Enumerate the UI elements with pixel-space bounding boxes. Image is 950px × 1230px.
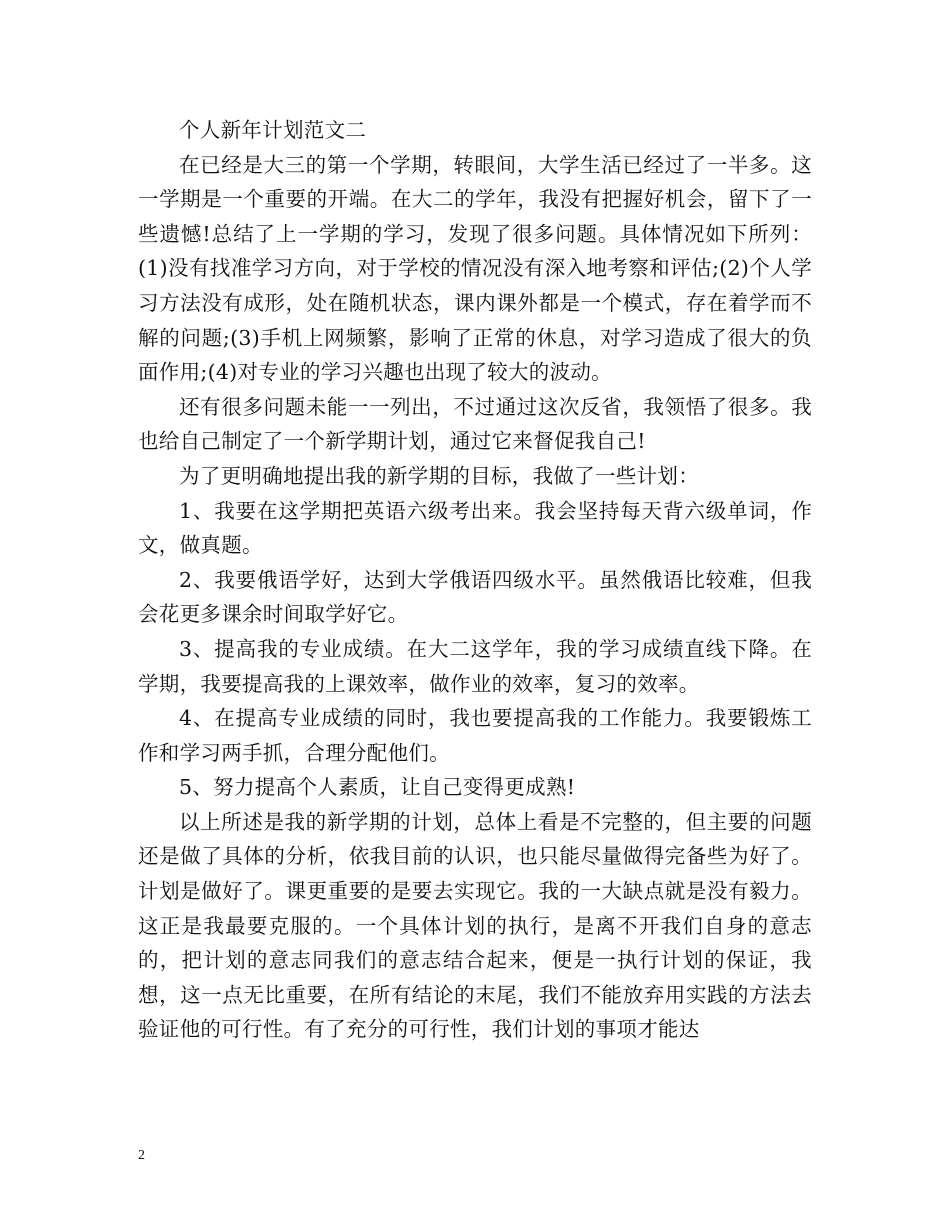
plan-item-4: 4、在提高专业成绩的同时，我也要提高我的工作能力。我要锻炼工作和学习两手抓，合理分配他们。: [138, 706, 812, 765]
paragraph-conclusion: 以上所述是我的新学期的计划，总体上看是不完整的，但主要的问题还是做了具体的分析，依我目前的认识，也只能尽量做得完备些为好了。计划是做好了。课更重要的是要去实现它。我的一大缺点就是没有毅力。这正是我最要克服的。一个具体计划的执行，是离不开我们自身的意志的，把计划的意志同我们的意志结合起来，便是一执行计划的保证，我想，这一点无比重要，在所有结论的末尾，我们不能放弃用实践的方法去验证他的可行性。有了充分的可行性，我们计划的事项才能达: [138, 809, 812, 1042]
document-body: [138, 113, 812, 1047]
document-title: 个人新年计划范文二: [179, 118, 367, 142]
page-number: 2: [138, 1148, 145, 1163]
paragraph-intro: 在已经是大三的第一个学期，转眼间，大学生活已经过了一半多。这一学期是一个重要的开端。在大二的学年，我没有把握好机会，留下了一些遗憾!总结了上一学期的学习，发现了很多问题。具体情况如下所列：(1)没有找准学习方向，对于学校的情况没有深入地考察和评估;(2)个人学习方法没有成形，处在随机状态，课内课外都是一个模式，存在着学而不解的问题;(3)手机上网频繁，影响了正常的休息，对学习造成了很大的负面作用;(4)对专业的学习兴趣也出现了较大的波动。: [138, 152, 812, 385]
paragraph-plan-intro: 为了更明确地提出我的新学期的目标，我做了一些计划：: [179, 463, 699, 488]
plan-item-2: 2、我要俄语学好，达到大学俄语四级水平。虽然俄语比较难，但我会花更多课余时间取学好它。: [138, 567, 812, 627]
plan-item-1: 1、我要在这学期把英语六级考出来。我会坚持每天背六级单词，作文，做真题。: [138, 498, 812, 558]
plan-item-3: 3、提高我的专业成绩。在大二这学年，我的学习成绩直线下降。在学期，我要提高我的上课效率，做作业的效率，复习的效率。: [138, 636, 812, 696]
paragraph-reflection: 还有很多问题未能一一列出，不过通过这次反省，我领悟了很多。我也给自己制定了一个新学期计划，通过它来督促我自己!: [138, 394, 812, 454]
plan-item-5: 5、努力提高个人素质，让自己变得更成熟!: [179, 775, 576, 800]
